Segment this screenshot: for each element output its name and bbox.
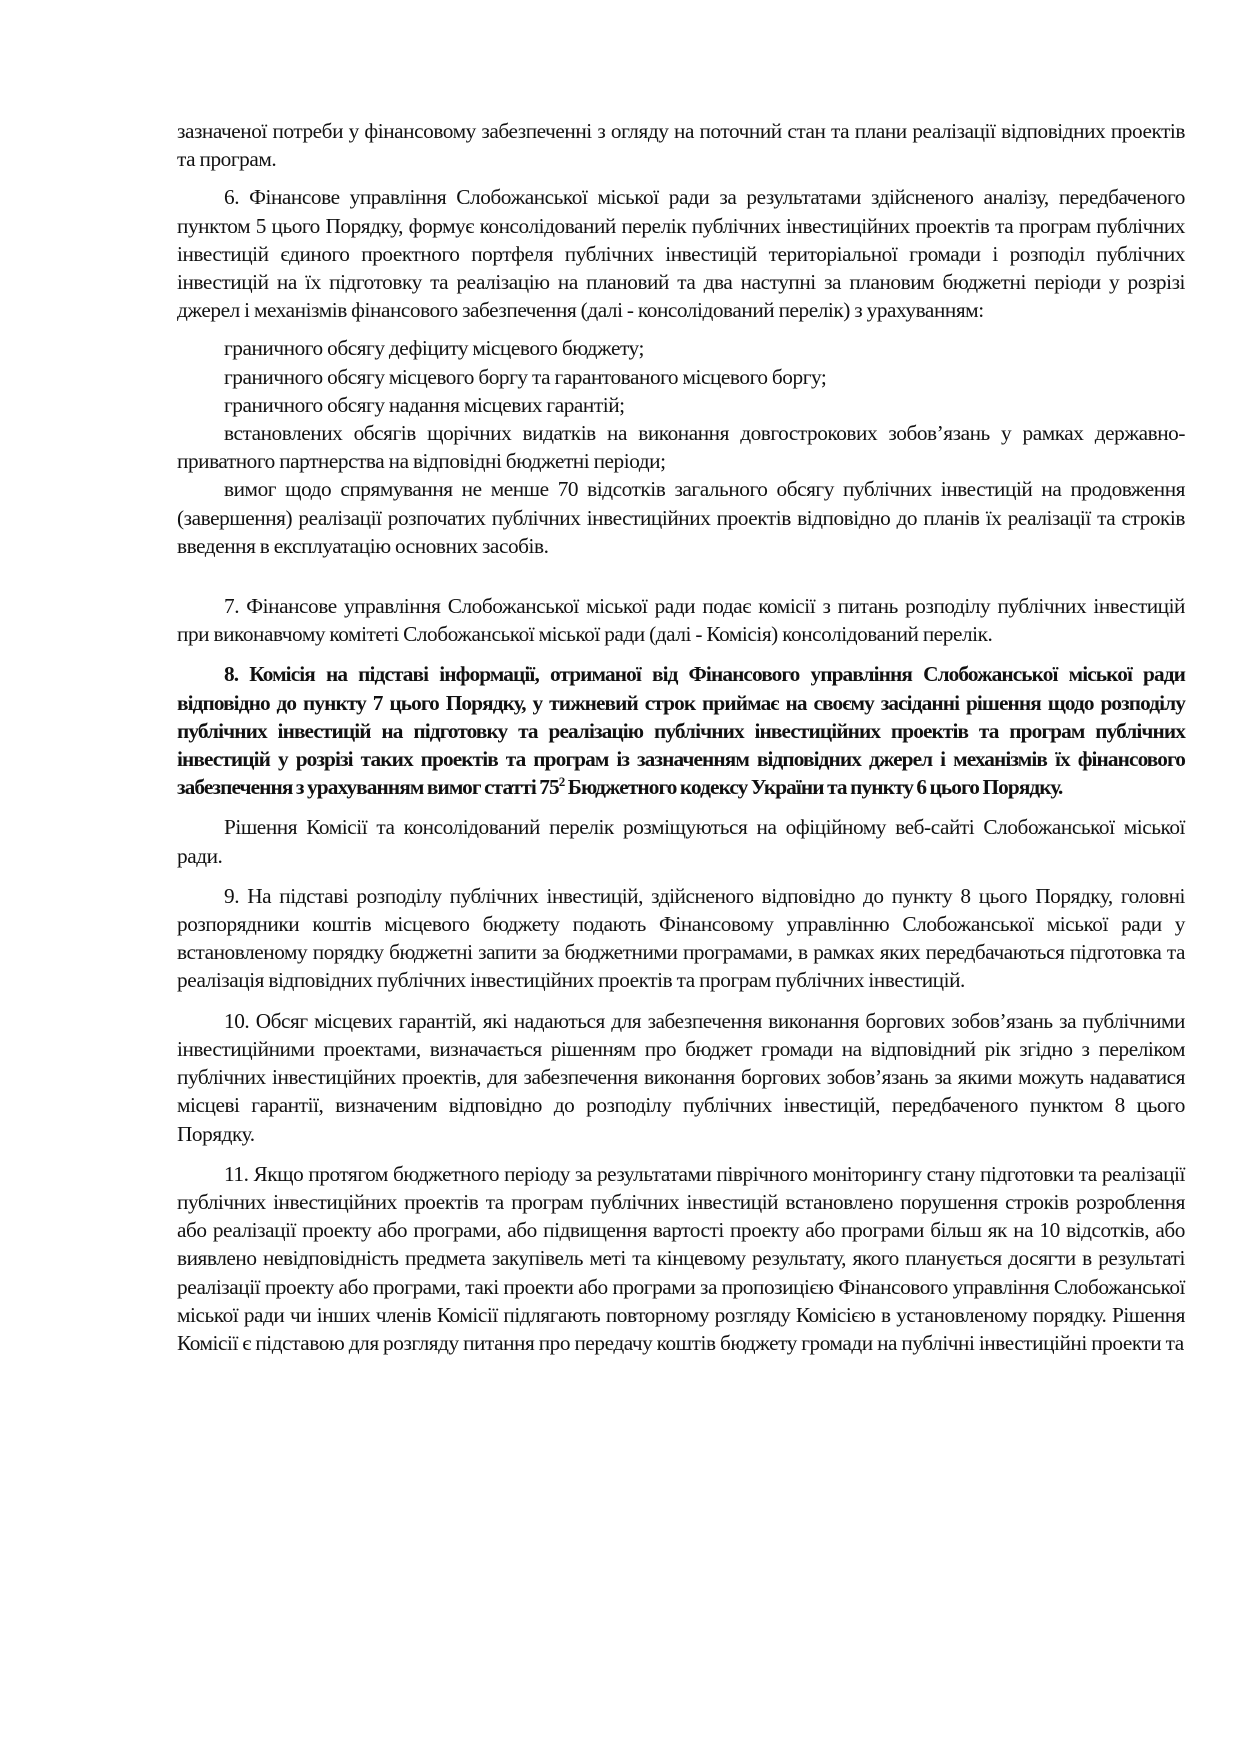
list-item: граничного обсягу дефіциту місцевого бюджету; (224, 336, 644, 361)
paragraph-item-6: 6. Фінансове управління Слобожанської міської ради за результатами здійсненого аналізу, передбаченого пунктом 5 цього Порядку, формує консолідований перелік публічних інвестиційних проектів та програм публічних інвестицій єдиного проектного портфеля публічних інвестицій територіальної громади і розподіл публічних інвестицій на їх підготовку та реалізацію на плановий та два наступні за плановим бюджетні періоди у розрізі джерел і механізмів фінансового забезпечення (далі - консолідований перелік) з урахуванням: (177, 185, 1185, 323)
list-item: вимог щодо спрямування не менше 70 відсотків загального обсягу публічних інвестицій на продовження (завершення) реалізації розпочатих публічних інвестиційних проектів відповідно до планів їх реалізації та строків введення в експлуатацію основних засобів. (177, 477, 1185, 558)
article-superscript: 2 (558, 774, 565, 790)
document-page (177, 117, 1185, 1357)
paragraph-commission-decision: Рішення Комісії та консолідований перелік розміщуються на офіційному веб-сайті Слобожанської міської ради. (177, 815, 1185, 868)
paragraph-item-7: 7. Фінансове управління Слобожанської міської ради подає комісії з питань розподілу публічних інвестицій при виконавчому комітеті Слобожанської міської ради (далі - Комісія) консолідований перелік. (177, 594, 1185, 647)
item-8-text-end: Бюджетного кодексу України та пункту 6 цього Порядку. (564, 775, 1063, 800)
paragraph-item-11: 11. Якщо протягом бюджетного періоду за результатами піврічного моніторингу стану підготовки та реалізації публічних інвестиційних проектів та програм публічних інвестицій встановлено порушення строків розроблення або реалізації проекту або програми, або підвищення вартості проекту або програми більш як на 10 відсотків, або виявлено невідповідність предмета закупівель меті та кінцевому результату, якого планується досягти в результаті реалізації проекту або програми, такі проекти або програми за пропозицією Фінансового управління Слобожанської міської ради чи інших членів Комісії підлягають повторному розгляду Комісією в установленому порядку. Рішення Комісії є підставою для розгляду питання про передачу коштів бюджету громади на публічні інвестиційні проекти та (177, 1161, 1185, 1355)
paragraph-item-9: 9. На підставі розподілу публічних інвестицій, здійсненого відповідно до пункту 8 цього Порядку, головні розпорядники коштів місцевого бюджету подають Фінансовому управлінню Слобожанської міської ради у встановленому порядку бюджетні запити за бюджетними програмами, в рамках яких передбачаються підготовка та реалізація відповідних публічних інвестиційних проектів та програм публічних інвестицій. (177, 883, 1185, 993)
item-8-text: 8. Комісія на підставі інформації, отриманої від Фінансового управління Слобожанської міської ради відповідно до пункту 7 цього Порядку, у тижневий строк приймає на своєму засіданні рішення щодо розподілу публічних інвестицій на підготовку та реалізацію публічних інвестиційних проектів та програм публічних інвестицій у розрізі таких проектів та програм із зазначенням відповідних джерел і механізмів їх фінансового забезпечення з урахуванням вимог статті 75 (177, 662, 1185, 800)
item-6-criteria-list (177, 334, 1185, 560)
list-item: граничного обсягу місцевого боргу та гарантованого місцевого боргу; (224, 364, 827, 389)
paragraph-continuation: зазначеної потреби у фінансовому забезпеченні з огляду на поточний стан та плани реалізації відповідних проектів та програм. (177, 119, 1185, 172)
paragraph-item-10: 10. Обсяг місцевих гарантій, які надаються для забезпечення виконання боргових зобов’язань за публічними інвестиційними проектами, визначається рішенням про бюджет громади на відповідний рік згідно з переліком публічних інвестиційних проектів, для забезпечення виконання боргових зобов’язань за якими можуть надаватися місцеві гарантії, визначеним відповідно до розподілу публічних інвестицій, передбаченого пунктом 8 цього Порядку. (177, 1008, 1185, 1146)
list-item: граничного обсягу надання місцевих гарантій; (224, 392, 625, 417)
paragraph-item-8 (177, 660, 1185, 801)
list-item: встановлених обсягів щорічних видатків на виконання довгострокових зобов’язань у рамках державно-приватного партнерства на відповідні бюджетні періоди; (177, 421, 1185, 474)
